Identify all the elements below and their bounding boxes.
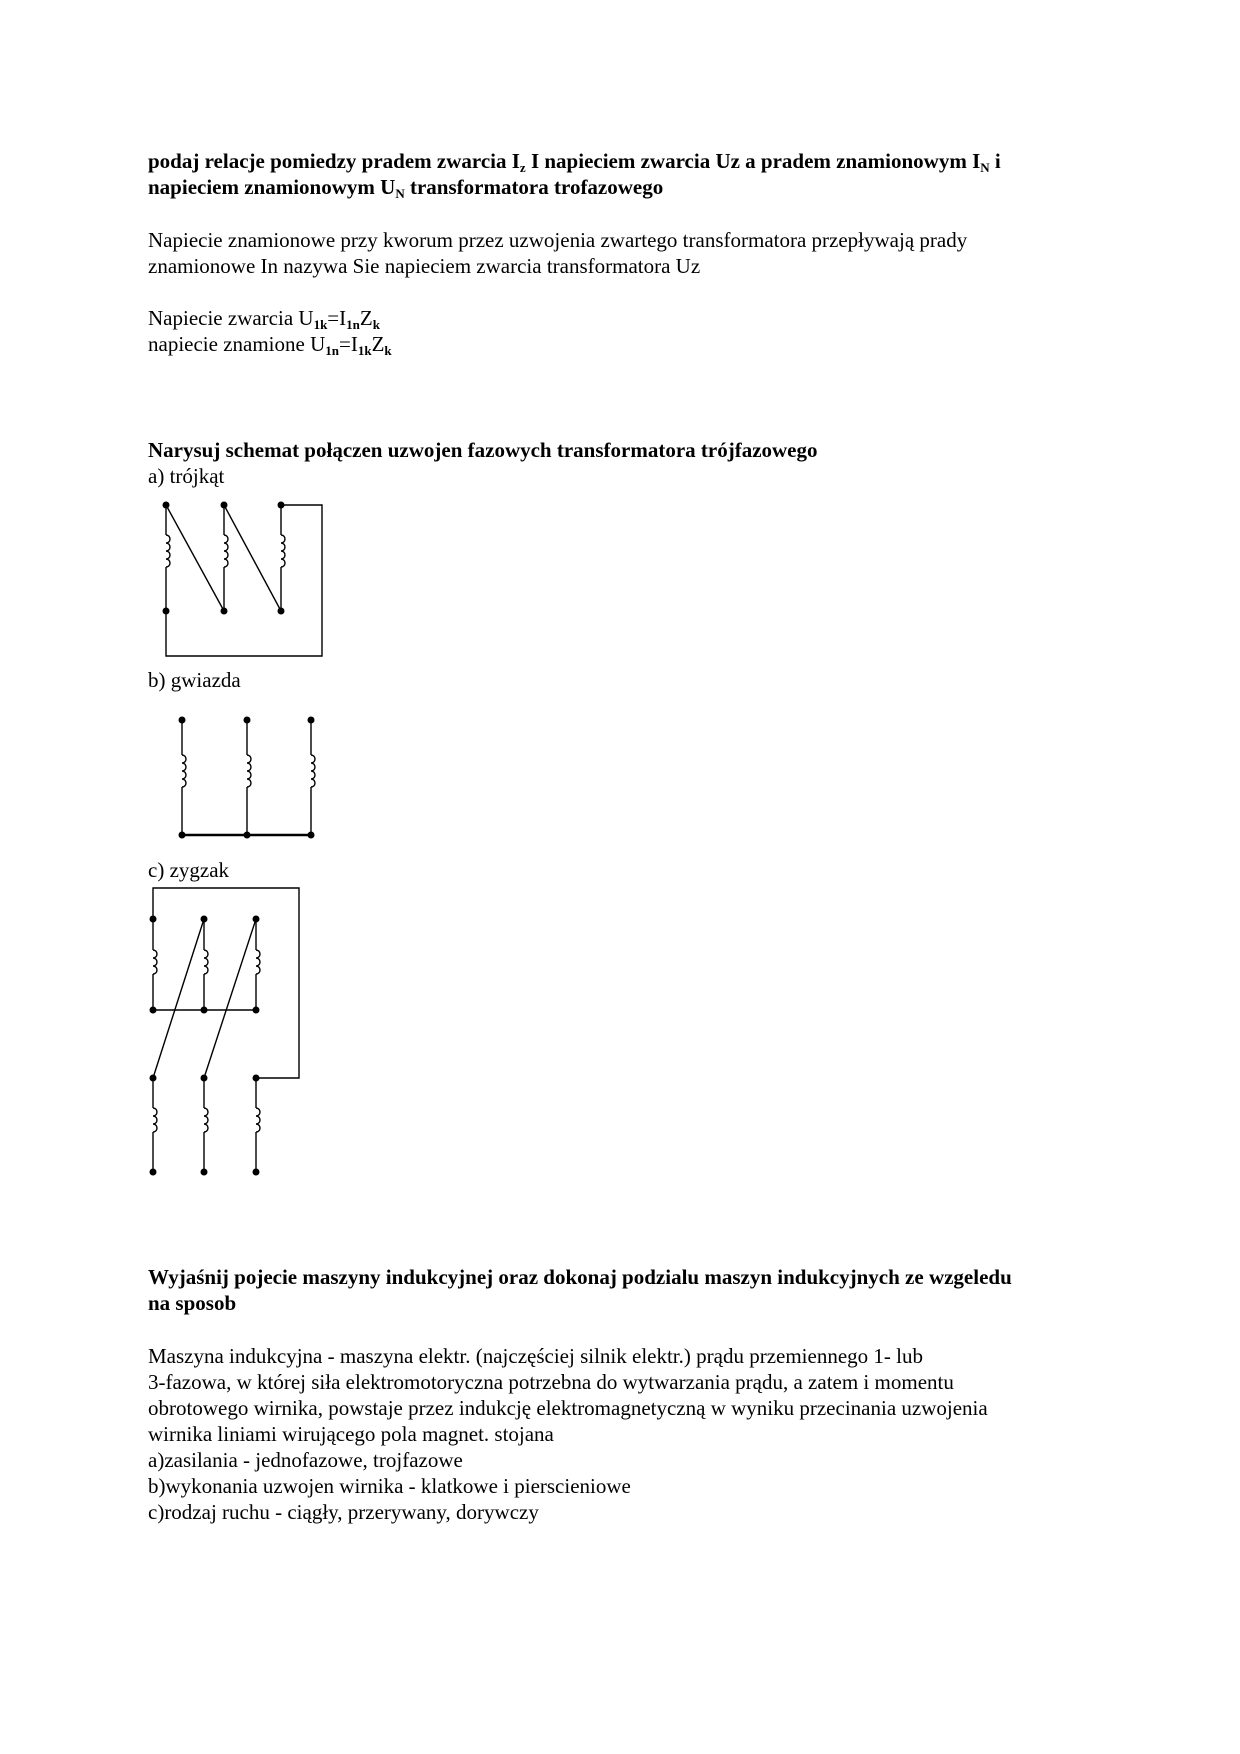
terminal-dot [244,717,251,724]
delta-coil-3 [281,505,285,611]
star-coil-1 [182,720,186,835]
formula-short-circuit-voltage: Napiecie zwarcia $U_{1k}=I_{1n}Z_k$ [148,306,380,332]
zigzag-lower-coil-3 [256,1078,260,1172]
star-coil-2 [247,720,251,835]
delta-link-1 [166,505,224,611]
star-coil-3 [311,720,315,835]
terminal-dot [163,608,170,615]
zigzag-diagonal-2 [204,919,256,1078]
zigzag-lower-coil-1 [153,1078,157,1172]
terminal-dot [308,832,315,839]
list-item-supply: a)zasilania - jednofazowe, trojfazowe [148,1448,463,1472]
terminal-dot [163,502,170,509]
question-2-heading: Narysuj schemat połączen uzwojen fazowych transformatora trójfazowego [148,438,818,462]
terminal-dot [179,717,186,724]
zigzag-upper-coil-1 [153,919,157,1010]
terminal-dot [253,1075,260,1082]
terminal-dot [150,1007,157,1014]
list-item-motion: c)rodzaj ruchu - ciągły, przerywany, dorywczy [148,1500,539,1524]
answer-line: znamionowe In nazywa Sie napieciem zwarcia transformatora Uz [148,254,701,278]
answer-line: wirnika liniami wirującego pola magnet. stojana [148,1422,554,1446]
question-3-heading-line-2: na sposob [148,1291,237,1315]
answer-line: 3-fazowa, w której siła elektromotoryczna potrzebna do wytwarzania prądu, a zatem i momentu [148,1370,954,1394]
zigzag-lower-coil-2 [204,1078,208,1172]
answer-line: obrotowego wirnika, powstaje przez indukcję elektromagnetyczną w wyniku przecinania uzwojenia [148,1396,988,1420]
terminal-dot [278,608,285,615]
label-delta: a) trójkąt [148,464,225,488]
terminal-dot [201,1007,208,1014]
answer-line: Napiecie znamionowe przy kworum przez uzwojenia zwartego transformatora przepływają prady [148,228,968,252]
terminal-dot [244,832,251,839]
question-3-heading-line-1: Wyjaśnij pojecie maszyny indukcyjnej oraz dokonaj podzialu maszyn indukcyjnych ze wzgeledu [148,1265,1012,1289]
zigzag-upper-coil-3 [256,919,260,1010]
answer-line: Maszyna indukcyjna - maszyna elektr. (najczęściej silnik elektr.) prądu przemiennego 1- lub [148,1344,923,1368]
terminal-dot [221,502,228,509]
question-3-heading [148,1264,1098,1316]
terminal-dot [201,1169,208,1176]
star-connection-diagram [179,717,316,839]
terminal-dot [253,1169,260,1176]
terminal-dot [201,1075,208,1082]
question-3-answer [148,1343,1098,1525]
delta-return-wire [166,505,322,656]
delta-coil-1 [166,505,170,611]
label-zigzag: c) zygzak [148,858,230,882]
terminal-dot [179,832,186,839]
terminal-dot [150,916,157,923]
zigzag-upper-coil-2 [204,919,208,1010]
terminal-dot [253,916,260,923]
formula-rated-voltage: napiecie znamione $U_{1n}=I_{1k}Z_k$ [148,332,392,358]
zigzag-diagonal-1 [153,919,204,1078]
zigzag-top-wire [153,888,299,1078]
terminal-dot [201,916,208,923]
terminal-dot [308,717,315,724]
terminal-dot [150,1169,157,1176]
delta-coil-2 [224,505,228,611]
question-1-heading-line-2: napieciem znamionowym $U_N$ transformatora trofazowego [148,175,664,201]
zigzag-connection-diagram [150,888,300,1176]
terminal-dot [150,1075,157,1082]
terminal-dot [278,502,285,509]
question-1-heading-line-1: podaj relacje pomiedzy pradem zwarcia $I_z$ I napieciem zwarcia Uz a pradem znamionowym $I_N$ i [148,149,1001,175]
terminal-dot [253,1007,260,1014]
delta-link-2 [224,505,281,611]
terminal-dot [221,608,228,615]
label-star: b) gwiazda [148,668,241,692]
list-item-winding: b)wykonania uzwojen wirnika - klatkowe i pierscieniowe [148,1474,631,1498]
